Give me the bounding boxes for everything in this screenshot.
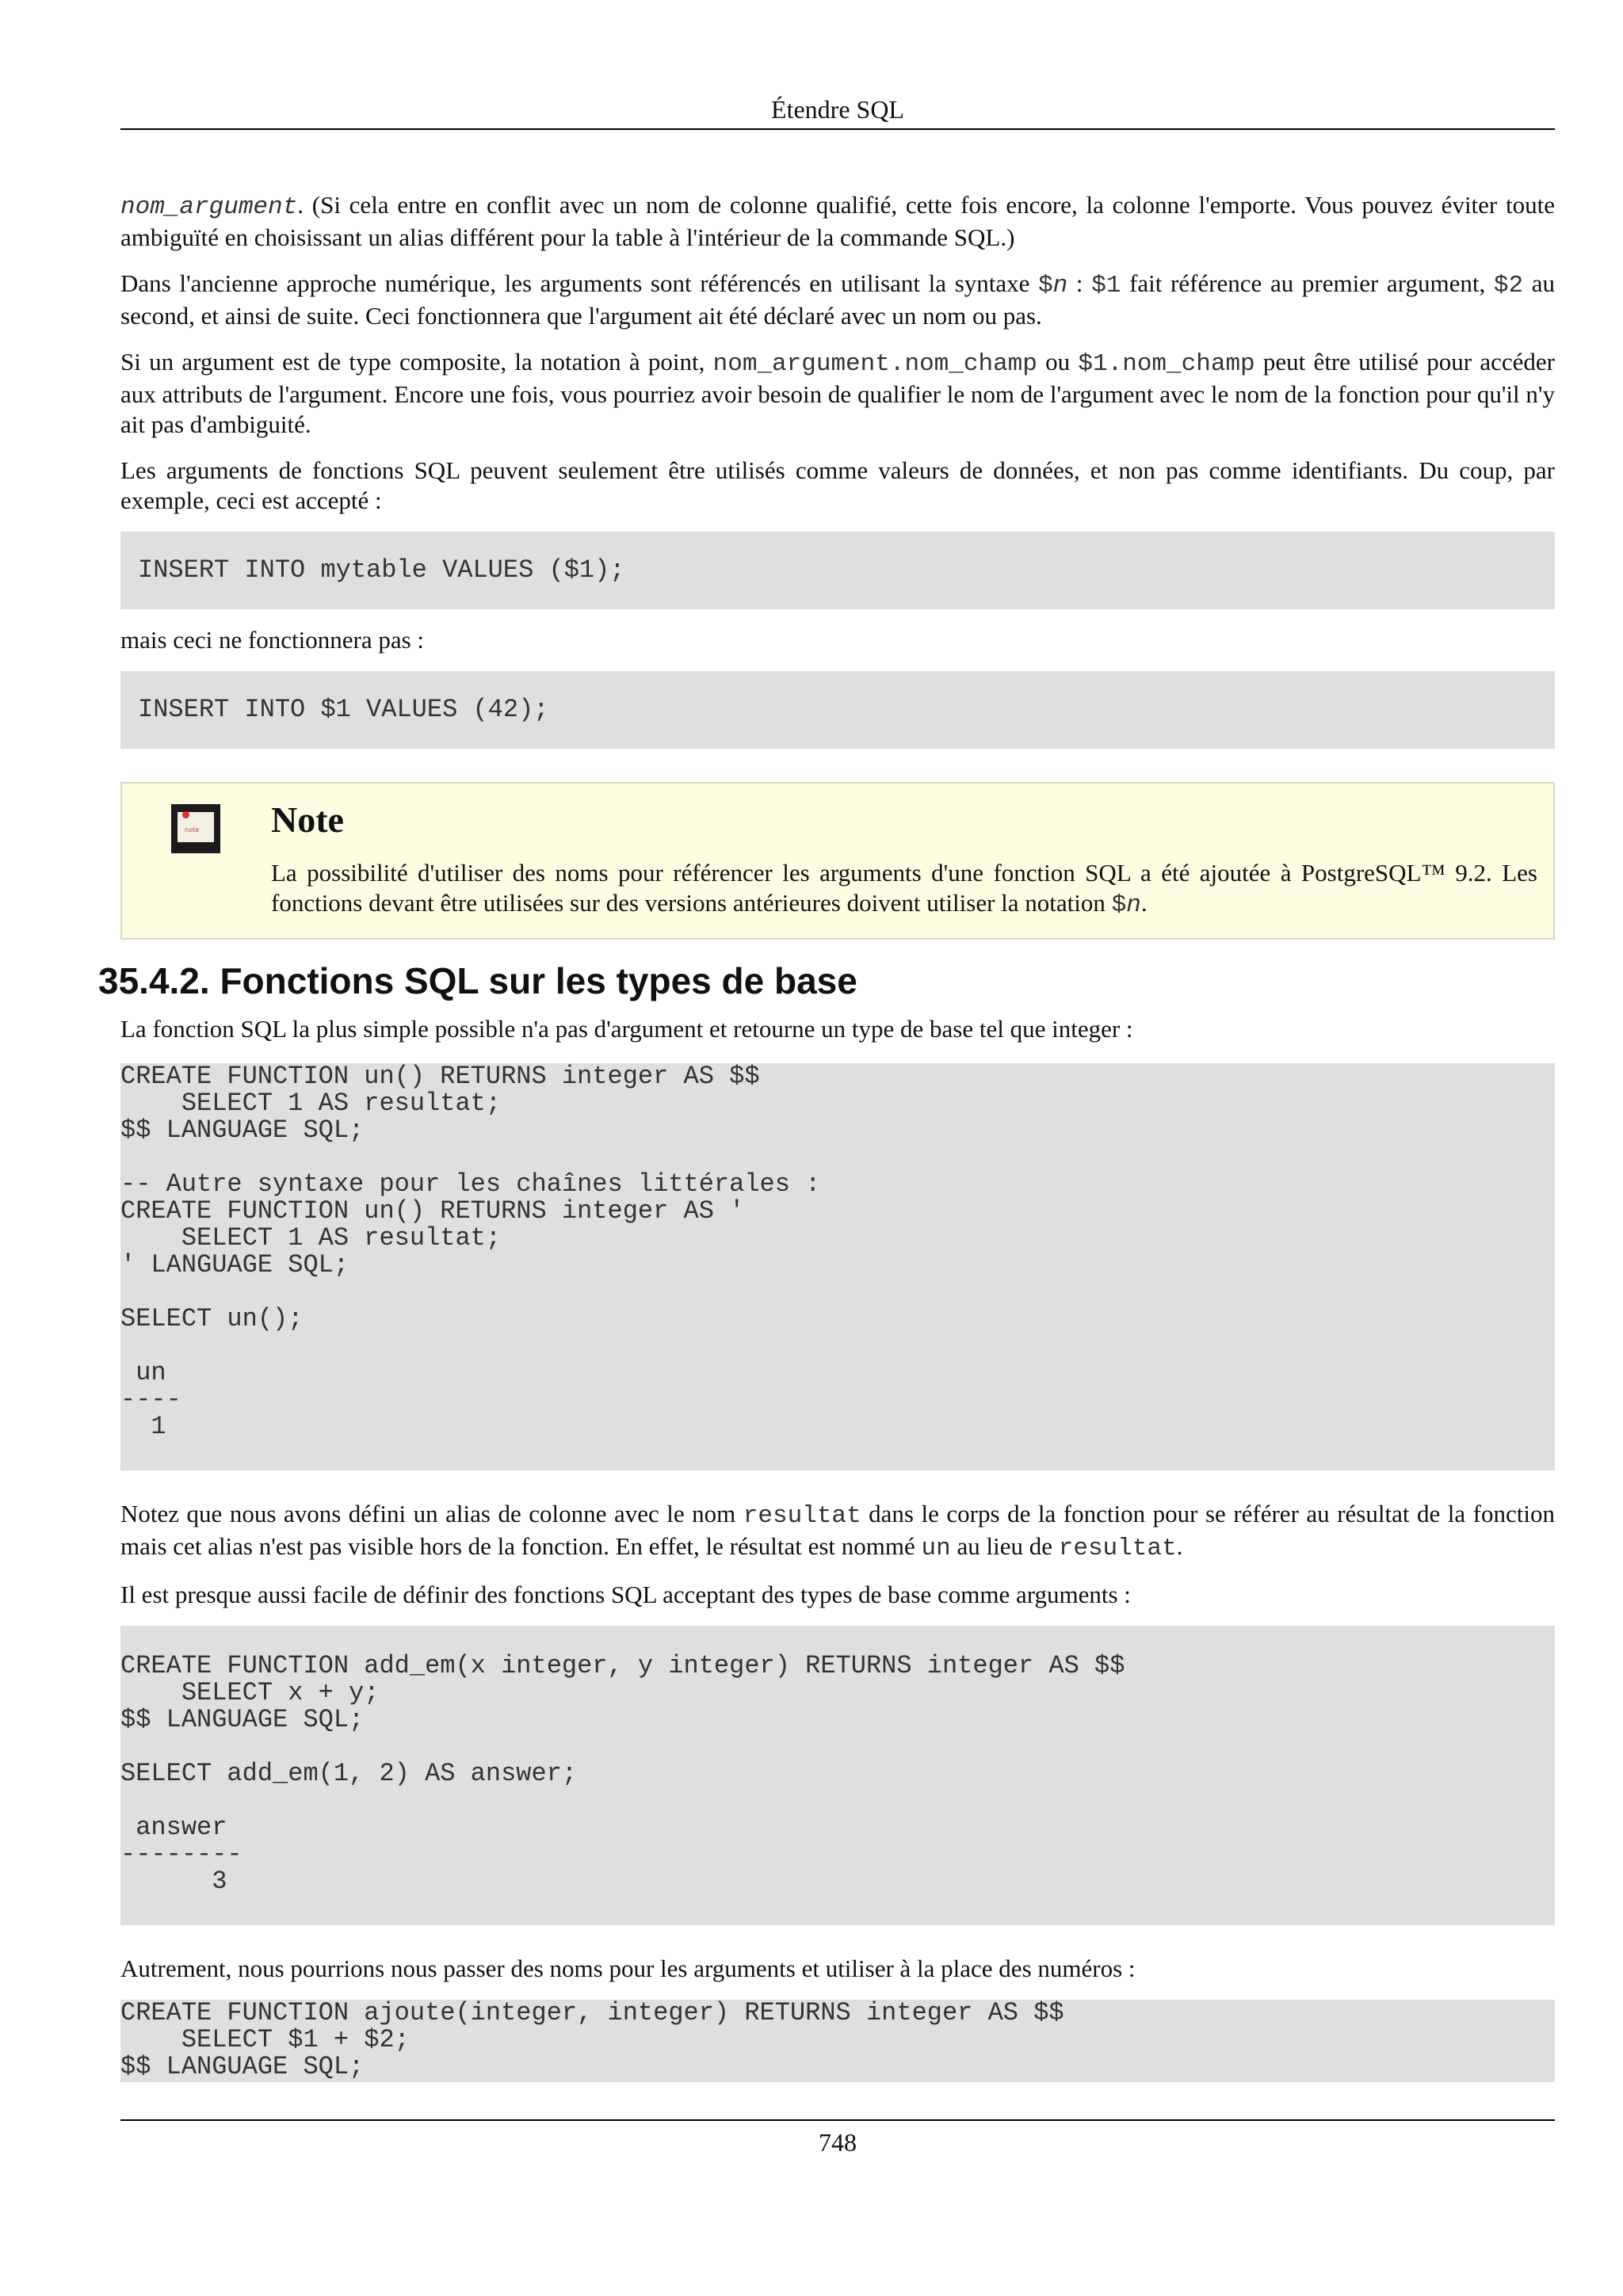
inline-code: resultat [743, 1502, 861, 1530]
note-title: Note [271, 799, 344, 840]
paragraph-data-values-only: Les arguments de fonctions SQL peuvent seulement être utilisés comme valeurs de données, et non pas comme identifiants. Du coup, par exemple, ceci est accepté : [120, 456, 1555, 514]
paragraph-column-alias: Notez que nous avons défini un alias de colonne avec le nom resultat dans le corps de la fonction pour se référer au résultat de la fonction mais cet alias n'est pas visible hors de la fonction. En effet, le résultat est nommé un au lieu de resultat. [120, 1500, 1555, 1562]
header-rule [120, 128, 1555, 130]
inline-code: $1.nom_champ [1078, 350, 1255, 378]
inline-code: $n [1111, 891, 1141, 919]
code-block-insert-accepted: INSERT INTO mytable VALUES ($1); [120, 532, 1555, 609]
footer-rule [120, 2119, 1555, 2121]
section-heading: 35.4.2. Fonctions SQL sur les types de base [98, 960, 857, 1001]
code-block-function-add-em: CREATE FUNCTION add_em(x integer, y integer) RETURNS integer AS $$ SELECT x + y; $$ LANGUAGE SQL; SELECT add_em(1, 2) AS answer; answer -------- 3 [120, 1626, 1555, 1925]
code-block-function-un: CREATE FUNCTION un() RETURNS integer AS $$ SELECT 1 AS resultat; $$ LANGUAGE SQL; -- Autre syntaxe pour les chaînes littérales : CREATE FUNCTION un() RETURNS integer AS ' SELECT 1 AS resultat; ' LANGUAGE SQL; SELECT un(); un ---- 1 [120, 1063, 1555, 1470]
paragraph-numeric-approach: Dans l'ancienne approche numérique, les arguments sont référencés en utilisant la syntaxe $n : $1 fait référence au premier argument, $2 au second, et ainsi de suite. Ceci fonctionnera que l'argument ait été déclaré avec un nom ou pas. [120, 269, 1555, 330]
page-content [98, 190, 1555, 2098]
paragraph-simplest-function: La fonction SQL la plus simple possible n'a pas d'argument et retourne un type de base tel que integer : [120, 1015, 1133, 1043]
inline-code: nom_argument.nom_champ [712, 350, 1037, 378]
inline-code: resultat [1058, 1535, 1177, 1562]
note-text: La possibilité d'utiliser des noms pour référencer les arguments d'une fonction SQL a été ajoutée à PostgreSQL™ 9.2. Les fonctions devant être utilisées sur des versions antérieures doivent utiliser la notation $n. [271, 859, 1537, 919]
note-icon: note [171, 804, 220, 853]
paragraph-positional-arguments: Autrement, nous pourrions nous passer des noms pour les arguments et utiliser à la place des numéros : [120, 1955, 1136, 1982]
inline-code: $1 [1091, 272, 1121, 299]
paragraph-base-type-arguments: Il est presque aussi facile de définir des fonctions SQL acceptant des types de base comme arguments : [120, 1581, 1131, 1608]
inline-code: nom_argument [120, 193, 298, 221]
inline-code: $n [1038, 272, 1068, 299]
paragraph-argument-conflict: nom_argument. (Si cela entre en conflit avec un nom de colonne qualifié, cette fois encore, la colonne l'emporte. Vous pouvez éviter toute ambiguïté en choisissant un alias différent pour la table à l'intérieur de la commande SQL.) [120, 191, 1555, 251]
code-block-insert-rejected: INSERT INTO $1 VALUES (42); [120, 671, 1555, 749]
inline-code: $2 [1493, 272, 1524, 299]
paragraph-not-working: mais ceci ne fonctionnera pas : [120, 626, 425, 654]
pin-icon [182, 811, 189, 818]
code-block-function-ajoute: CREATE FUNCTION ajoute(integer, integer) RETURNS integer AS $$ SELECT $1 + $2; $$ LANGUAGE SQL; [120, 2000, 1555, 2082]
note-box [120, 782, 1555, 940]
page-number: 748 [819, 2128, 857, 2157]
paragraph-composite-argument: Si un argument est de type composite, la notation à point, nom_argument.nom_champ ou $1.nom_champ peut être utilisé pour accéder aux attributs de l'argument. Encore une fois, vous pourriez avoir besoin de qualifier le nom de l'argument avec le nom de la fonction pour qu'il n'y ait pas d'ambiguité. [120, 348, 1555, 438]
inline-code: un [921, 1535, 951, 1562]
running-header: Étendre SQL [771, 95, 904, 124]
